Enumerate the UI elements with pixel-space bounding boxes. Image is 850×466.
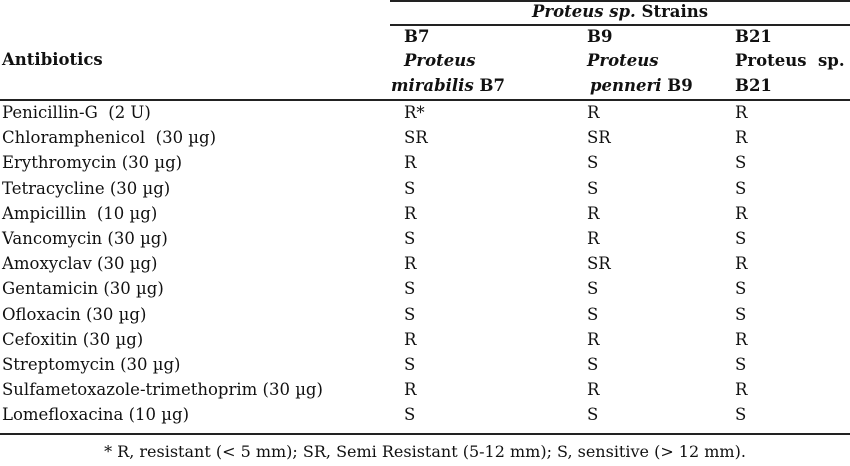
susceptibility-value: R — [587, 229, 600, 248]
antibiotic-name: Chloramphenicol (30 µg) — [2, 128, 217, 148]
susceptibility-value: S — [587, 304, 599, 324]
strain-b9-code: B9 — [587, 27, 613, 46]
susceptibility-value: R — [587, 203, 600, 223]
susceptibility-value: R — [404, 254, 417, 274]
susceptibility-value: S — [587, 153, 599, 173]
susceptibility-value: S — [735, 229, 747, 248]
susceptibility-value: S — [404, 279, 416, 299]
susceptibility-value: S — [404, 178, 416, 198]
susceptibility-value: R — [587, 380, 600, 400]
strain-b9-genus: Proteus — [587, 51, 659, 70]
susceptibility-value: SR — [404, 128, 428, 148]
strains-group-rule — [390, 24, 850, 26]
susceptibility-value: R — [735, 380, 748, 400]
strain-b7-genus: Proteus — [404, 51, 476, 70]
antibiotic-name: Sulfametoxazole-trimethoprim (30 µg) — [2, 380, 323, 400]
table-footnote: * R, resistant (< 5 mm); SR, Semi Resistant (5-12 mm); S, sensitive (> 12 mm). — [104, 442, 746, 461]
susceptibility-value: S — [587, 178, 599, 198]
susceptibility-value: SR — [587, 128, 611, 148]
susceptibility-value: S — [735, 178, 747, 198]
strain-b9-species-code: B9 — [661, 76, 693, 95]
header-bottom-rule — [0, 99, 850, 101]
susceptibility-value: S — [587, 279, 599, 299]
susceptibility-value: R — [404, 153, 417, 173]
susceptibility-value: S — [587, 405, 599, 425]
susceptibility-value: R — [735, 203, 748, 223]
antibiotic-name: Ampicillin (10 µg) — [2, 203, 158, 223]
susceptibility-value: S — [404, 405, 416, 425]
antibiotic-name: Gentamicin (30 µg) — [2, 279, 164, 299]
antibiotic-name: Streptomycin (30 µg) — [2, 355, 181, 374]
susceptibility-value: R — [404, 380, 417, 400]
susceptibility-value: R — [587, 103, 600, 122]
susceptibility-value: S — [735, 355, 747, 374]
strain-b21-species — [735, 76, 772, 96]
antibiotic-name: Tetracycline (30 µg) — [2, 178, 171, 198]
antibiotic-name: Penicillin-G (2 U) — [2, 103, 151, 122]
strain-b7-species-italic: mirabilis — [391, 76, 474, 95]
susceptibility-value: S — [735, 304, 747, 324]
strain-b9-species-italic: penneri — [590, 76, 662, 95]
susceptibility-value: R — [735, 254, 748, 274]
antibiotics-column-header: Antibiotics — [2, 50, 103, 69]
antibiotic-name: Lomefloxacina (10 µg) — [2, 405, 190, 425]
strains-group-header-italic: Proteus sp. — [531, 2, 636, 21]
strain-b21-genus: Proteus sp. — [735, 51, 845, 70]
antibiotic-name: Ofloxacin (30 µg) — [2, 304, 147, 324]
susceptibility-value: SR — [587, 254, 611, 274]
strains-group-header — [390, 2, 850, 22]
antibiotic-name: Erythromycin (30 µg) — [2, 153, 183, 173]
antibiotic-name: Vancomycin (30 µg) — [2, 229, 168, 248]
susceptibility-value: S — [587, 355, 599, 374]
susceptibility-value: S — [735, 405, 747, 425]
strain-b21-species-code: B21 — [735, 76, 772, 95]
strain-b7-code: B7 — [404, 27, 430, 46]
antibiotic-name: Amoxyclav (30 µg) — [2, 254, 158, 274]
susceptibility-value: R — [404, 203, 417, 223]
strain-b7-species — [391, 76, 505, 96]
susceptibility-value: R* — [404, 103, 425, 122]
susceptibility-value: S — [735, 279, 747, 299]
susceptibility-value: S — [735, 153, 747, 173]
strain-b7-species-code: B7 — [473, 76, 505, 95]
table-bottom-rule — [0, 433, 850, 435]
strain-b21-code: B21 — [735, 27, 772, 46]
susceptibility-value: S — [404, 304, 416, 324]
susceptibility-value: S — [404, 229, 416, 248]
susceptibility-value: S — [404, 355, 416, 374]
strains-group-header-rest: Strains — [635, 2, 709, 21]
strain-b9-species — [590, 76, 693, 96]
susceptibility-value: R — [735, 103, 748, 122]
antibiotic-name: Cefoxitin (30 µg) — [2, 329, 144, 349]
susceptibility-value: R — [404, 329, 417, 349]
susceptibility-value: R — [735, 329, 748, 349]
susceptibility-value: R — [587, 329, 600, 349]
susceptibility-value: R — [735, 128, 748, 148]
